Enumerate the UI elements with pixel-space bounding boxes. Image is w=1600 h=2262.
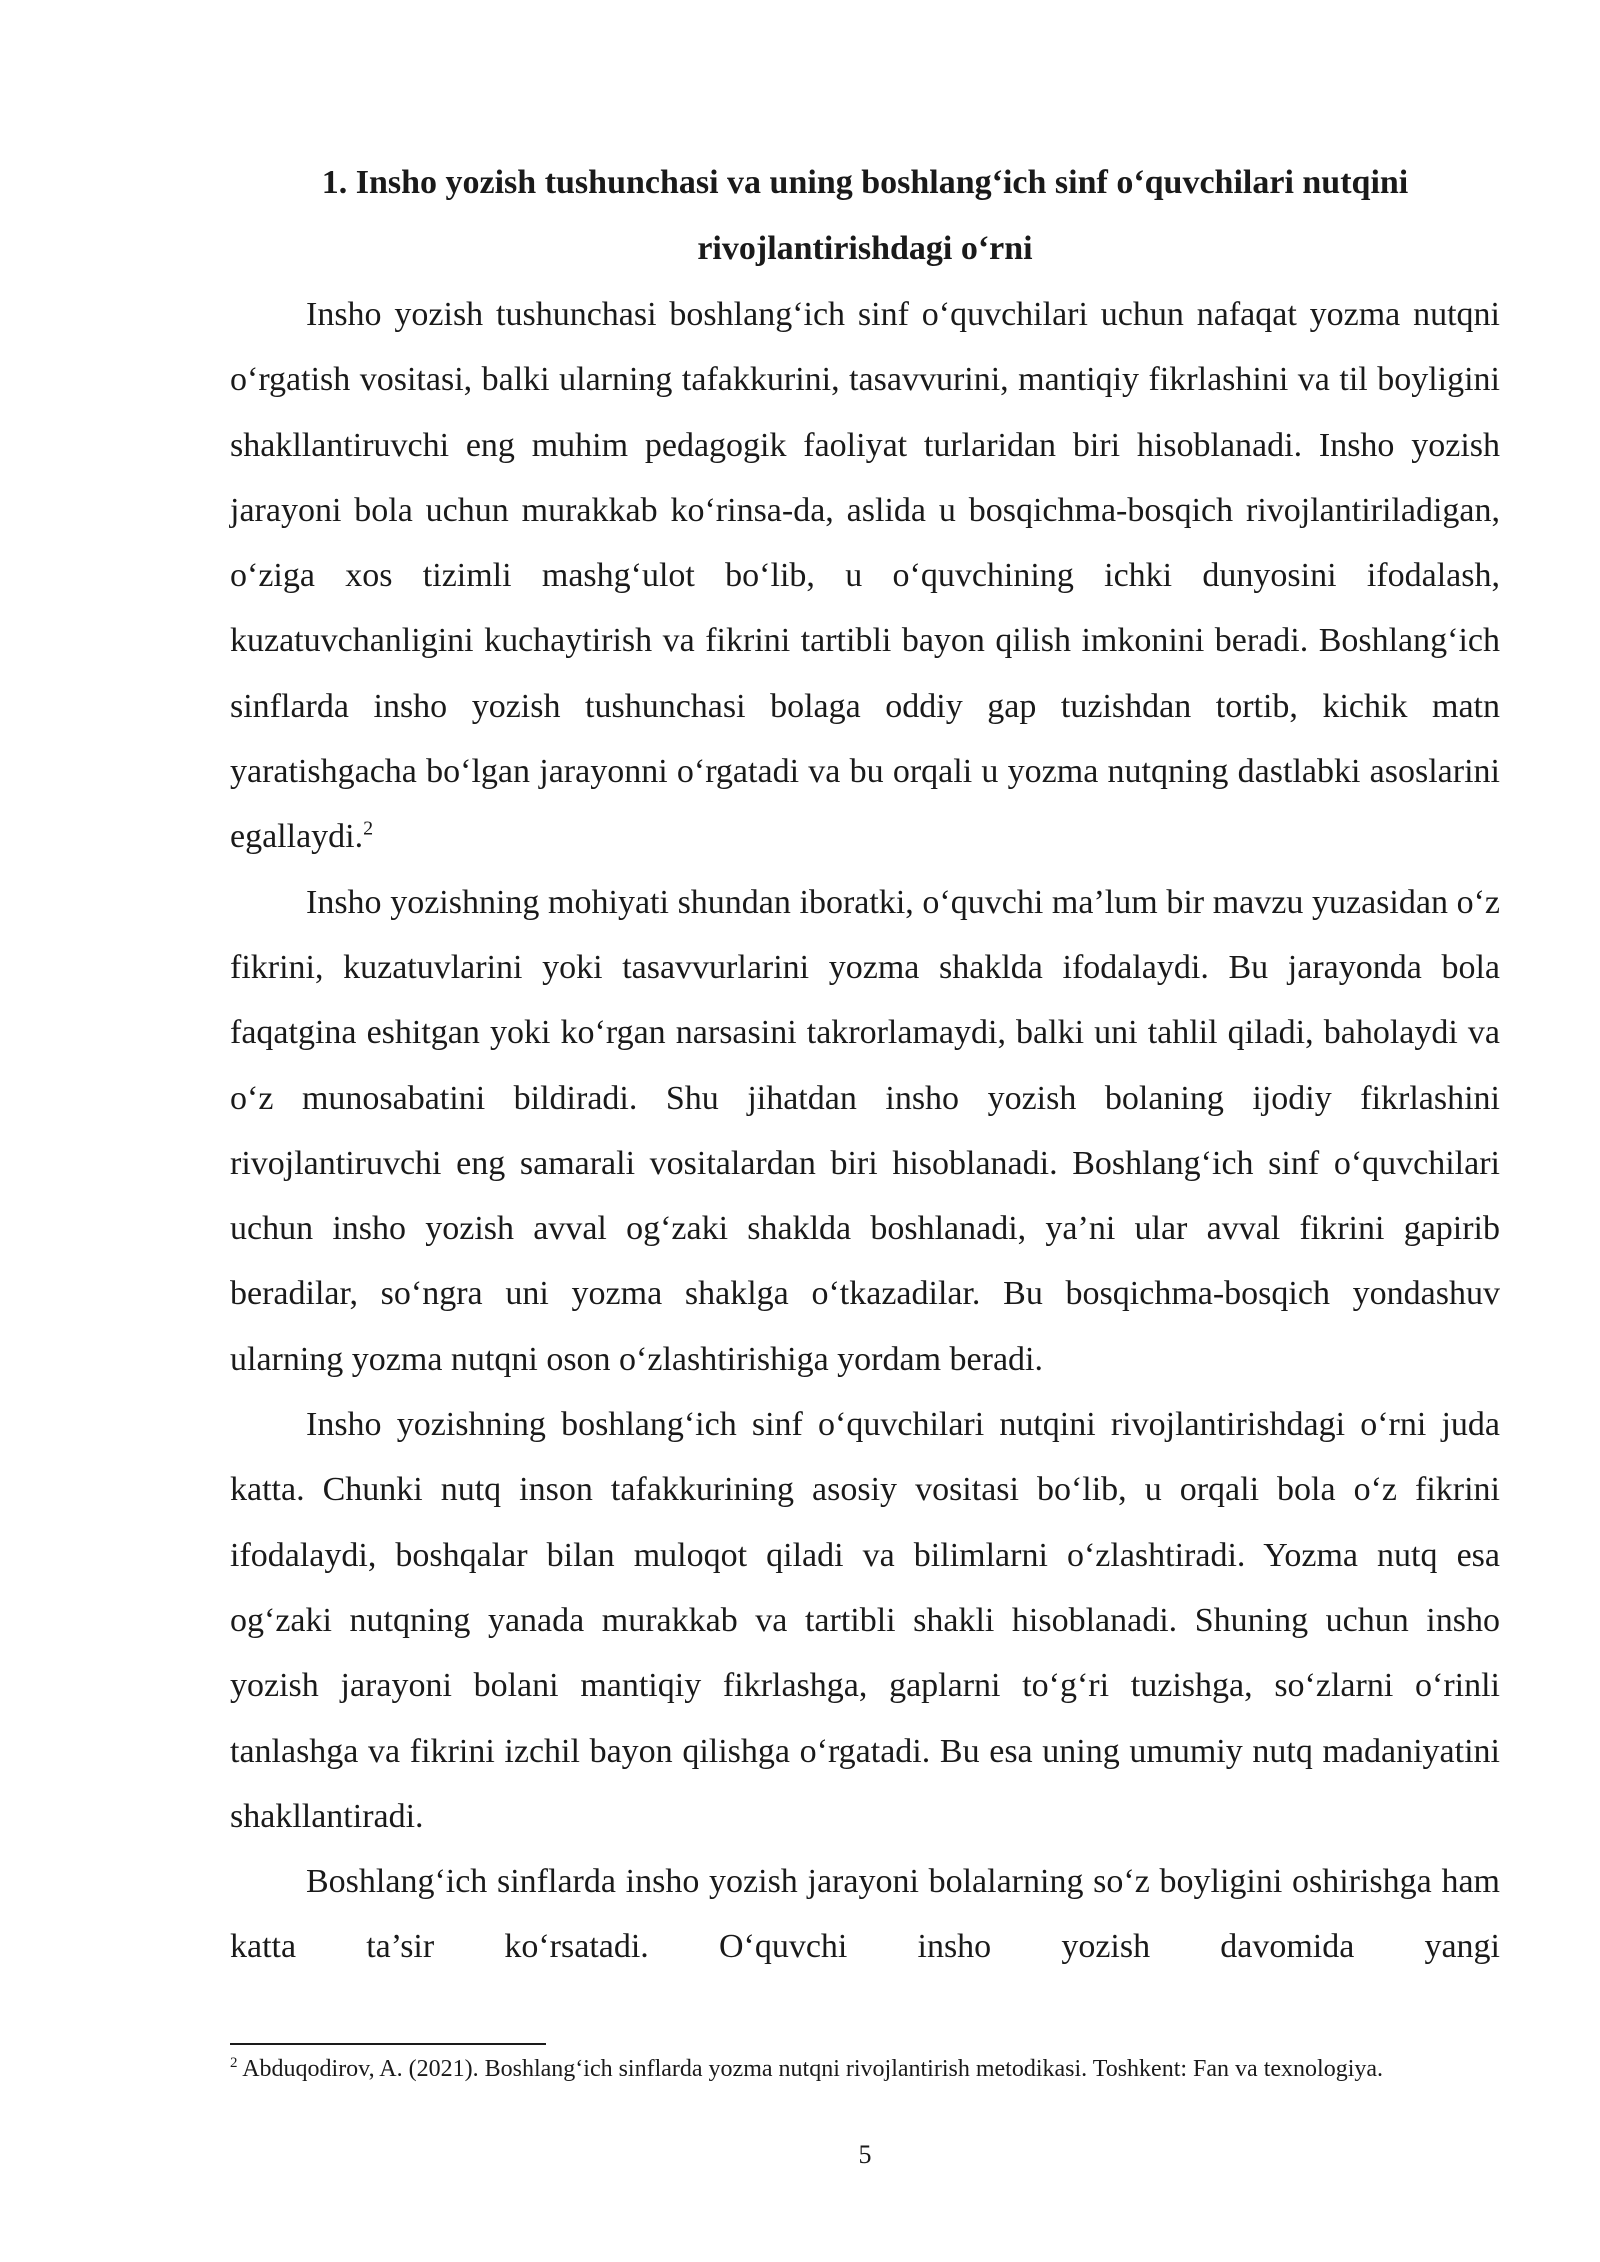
heading-line-1: 1. Insho yozish tushunchasi va uning boshlang‘ich sinf o‘quvchilari nutqini [321,164,1409,201]
page-body [230,150,1500,1980]
paragraph-2-text: Insho yozishning mohiyati shundan iboratki, o‘quvchi ma’lum bir mavzu yuzasidan o‘z fikrini, kuzatuvlarini yoki tasavvurlarini yozma shaklda ifodalaydi. Bu jarayonda bola faqatgina eshitgan yoki ko‘rgan narsasini takrorlamaydi, balki uni tahlil qiladi, baholaydi va o‘z munosabatini bildiradi. Shu jihatdan insho yozish bolaning ijodiy fikrlashini rivojlantiruvchi eng samarali vositalardan biri hisoblanadi. Boshlang‘ich sinf o‘quvchilari uchun insho yozish avval og‘zaki shaklda boshlanadi, ya’ni ular avval fikrini gapirib beradilar, so‘ngra uni yozma shaklga o‘tkazadilar. Bu bosqichma-bosqich yondashuv ularning yozma nutqni oson o‘zlashtirishiga yordam beradi. [230,883,1500,1378]
paragraph-4-text: Boshlang‘ich sinflarda insho yozish jarayoni bolalarning so‘z boyligini oshirishga ham katta ta’sir ko‘rsatadi. O‘quvchi insho yozish davomida yangi [230,1863,1500,1966]
footnote [230,2054,1500,2084]
paragraph-1-text: Insho yozish tushunchasi boshlang‘ich sinf o‘quvchilari uchun nafaqat yozma nutqni o‘rgatish vositasi, balki ularning tafakkurini, tasavvurini, mantiqiy fikrlashini va til boyligini shakllantiruvchi eng muhim pedagogik faoliyat turlaridan biri hisoblanadi. Insho yozish jarayoni bola uchun murakkab ko‘rinsa-da, aslida u bosqichma-bosqich rivojlantiriladigan, o‘ziga xos tizimli mashg‘ulot bo‘lib, u o‘quvchining ichki dunyosini ifodalash, kuzatuvchanligini kuchaytirish va fikrini tartibli bayon qilish imkonini beradi. Boshlang‘ich sinflarda insho yozish tushunchasi bolaga oddiy gap tuzishdan tortib, kichik matn yaratishgacha bo‘lgan jarayonni o‘rgatadi va bu orqali u yozma nutqning dastlabki asoslarini egallaydi. [230,296,1500,856]
heading-line-2: rivojlantirishdagi o‘rni [697,230,1033,267]
footnote-text: Abduqodirov, A. (2021). Boshlang‘ich sinflarda yozma nutqni rivojlantirish metodikasi. Toshkent: Fan va texnologiya. [242,2056,1384,2082]
paragraph-3-text: Insho yozishning boshlang‘ich sinf o‘quvchilari nutqini rivojlantirishdagi o‘rni juda katta. Chunki nutq inson tafakkurining asosiy vositasi bo‘lib, u orqali bola o‘z fikrini ifodalaydi, boshqalar bilan muloqot qiladi va bilimlarni o‘zlashtiradi. Yozma nutq esa og‘zaki nutqning yanada murakkab va tartibli shakli hisoblanadi. Shuning uchun insho yozish jarayoni bolani mantiqiy fikrlashga, gaplarni to‘g‘ri tuzishga, so‘zlarni o‘rinli tanlashga va fikrini izchil bayon qilishga o‘rgatadi. Bu esa uning umumiy nutq madaniyatini shakllantiradi. [230,1406,1500,1835]
paragraph-4 [230,1849,1500,1980]
page-number: 5 [858,2140,872,2169]
footnote-reference[interactable]: 2 [363,818,374,841]
section-heading [230,150,1500,282]
paragraph-1 [230,282,1500,870]
footnote-number: 2 [230,2055,238,2071]
paragraph-2 [230,870,1500,1392]
paragraph-3 [230,1392,1500,1849]
footnote-separator [230,2043,546,2045]
